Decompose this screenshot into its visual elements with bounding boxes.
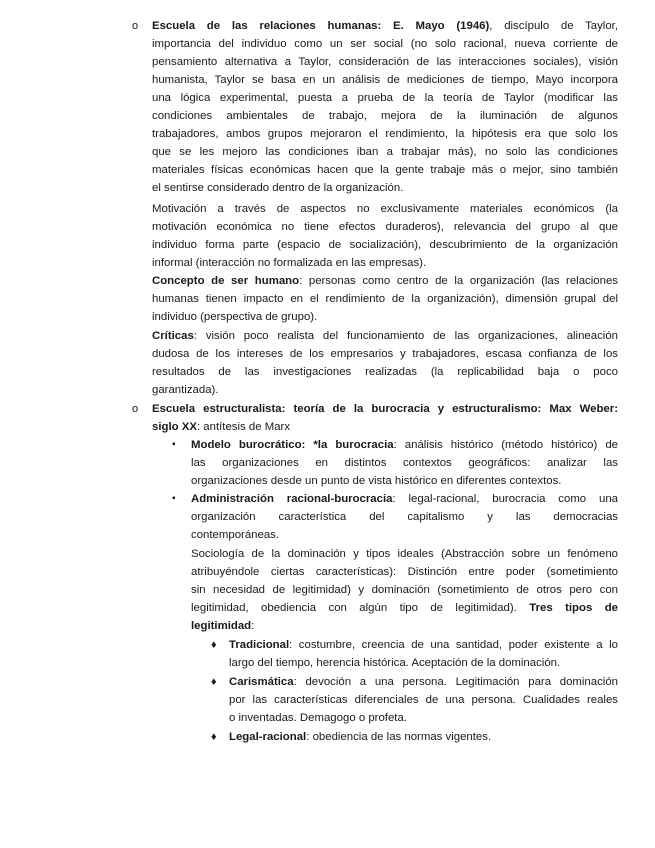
text: : antítesis de Marx <box>196 421 291 433</box>
paragraph-line: sin necesidad de legitimidad) y dominación (sometimiento de otros pero con <box>191 584 618 596</box>
paragraph-line: Motivación a través de aspectos no exclusivamente materiales económicos (la <box>152 203 618 215</box>
paragraph-line <box>229 673 618 691</box>
paragraph-line: organizaciones desde un punto de vista histórico en diferentes contextos. <box>191 475 562 487</box>
text: : devoción a una persona. Legitimación para dominación <box>293 676 618 688</box>
paragraph-line: individuo forma parte (espacio de socialización), descubrimiento de la organización <box>152 239 618 251</box>
paragraph-line: contemporáneas. <box>191 529 280 541</box>
text: : análisis histórico (método histórico) de <box>393 439 618 451</box>
term-heading: Tres tipos de <box>529 602 618 614</box>
paragraph-line: motivación económica no tiene efectos duraderos), relevancia del grupo al que <box>152 221 618 233</box>
paragraph-line: que se les mejoro las condiciones iban a trabajar más), no solo las condiciones <box>152 146 618 158</box>
paragraph-line <box>229 636 618 654</box>
term-heading: Administración racional-burocracia <box>191 493 393 505</box>
text: : <box>251 620 255 632</box>
bullet-circle: o <box>132 403 139 415</box>
paragraph-line: humanas tienen impacto en el rendimiento de la organización), dimensión grupal del <box>152 293 618 305</box>
paragraph-line: el sentirse considerado dentro de la organización. <box>152 182 404 194</box>
paragraph-line <box>152 327 618 345</box>
text: : personas como centro de la organización (las relaciones <box>299 275 618 287</box>
term-heading: Carismática <box>229 676 294 688</box>
paragraph-line: pensamiento alternativa a Taylor, consideración de las interacciones sociales), visión <box>152 56 618 68</box>
paragraph-line: por las características diferenciales de una persona. Cualidades reales <box>229 694 618 706</box>
paragraph-line <box>152 17 618 35</box>
paragraph-line: condiciones ambientales de trabajo, mejora de la iluminación de algunos <box>152 110 618 122</box>
paragraph-line <box>191 599 618 617</box>
paragraph-line: Sociología de la dominación y tipos ideales (Abstracción sobre un fenómeno <box>191 548 618 560</box>
paragraph-line: dudosa de los intereses de los empresarios y trabajadores, escasa confianza de los <box>152 348 618 360</box>
text: : visión poco realista del funcionamiento de las organizaciones, alineación <box>193 330 618 342</box>
paragraph-line <box>152 272 618 290</box>
text: legitimidad, obediencia con algún tipo de legitimidad). <box>191 602 517 614</box>
paragraph-line: atribuyéndole ciertas características): Distinción entre poder (sometimiento <box>191 566 618 578</box>
text: : obediencia de las normas vigentes. <box>306 731 492 743</box>
bullet-square: ▪ <box>172 439 176 450</box>
paragraph-line: garantizada). <box>152 384 219 396</box>
bullet-circle: o <box>132 20 139 32</box>
text: , discípulo de Taylor, <box>489 20 619 32</box>
bullet-square: ▪ <box>172 493 176 504</box>
paragraph-line: largo del tiempo, herencia histórica. Aceptación de la dominación. <box>229 657 561 669</box>
paragraph-line: trabajadores, ambos grupos mejoraron el rendimiento, la hipótesis era que solo los <box>152 128 618 140</box>
term-heading: legitimidad <box>191 620 252 632</box>
text: : costumbre, creencia de una santidad, poder existente a lo <box>289 639 618 651</box>
paragraph-line: resultados de las investigaciones realizadas (la replicabilidad baja o poco <box>152 366 618 378</box>
term-heading: Críticas <box>152 330 194 342</box>
term-heading: Legal-racional <box>229 731 307 743</box>
term-heading: Modelo burocrático: *la burocracia <box>191 439 394 451</box>
paragraph-line: individuo (perspectiva de grupo). <box>152 311 318 323</box>
term-heading: Concepto de ser humano <box>152 275 300 287</box>
paragraph-line: importancia del individuo como un ser social (no solo racional, nueva corriente de <box>152 38 618 50</box>
bullet-diamond: ♦ <box>211 639 217 651</box>
section-heading: Escuela de las relaciones humanas: E. Mayo (1946) <box>152 20 490 32</box>
term-heading: Tradicional <box>229 639 290 651</box>
paragraph-line <box>191 436 618 454</box>
paragraph-line <box>152 400 618 418</box>
paragraph-line: humanista, Taylor se basa en un análisis de mediciones de tiempo, Mayo incorpora <box>152 74 618 86</box>
paragraph-line <box>152 418 290 436</box>
paragraph-line: materiales físicas económicas hacen que la gente trabaje más o mejor, sino también <box>152 164 618 176</box>
paragraph-line: las organizaciones en distintos contextos geográficos: analizar las <box>191 457 618 469</box>
section-heading: siglo XX <box>152 421 197 433</box>
paragraph-line <box>191 490 618 508</box>
paragraph-line: organización característica del capitalismo y las democracias <box>191 511 618 523</box>
paragraph-line: una lógica experimental, puesta a prueba de la teoría de Taylor (modificar las <box>152 92 618 104</box>
section-heading: Escuela estructuralista: teoría de la burocracia y estructuralismo: Max Weber: <box>152 403 618 415</box>
paragraph-line <box>229 728 491 746</box>
text: : legal-racional, burocracia como una <box>392 493 618 505</box>
paragraph-line: informal (interacción no formalizada en las empresas). <box>152 257 427 269</box>
paragraph-line <box>191 617 254 635</box>
paragraph-line: o inventadas. Demagogo o profeta. <box>229 712 407 724</box>
bullet-diamond: ♦ <box>211 731 217 743</box>
bullet-diamond: ♦ <box>211 676 217 688</box>
